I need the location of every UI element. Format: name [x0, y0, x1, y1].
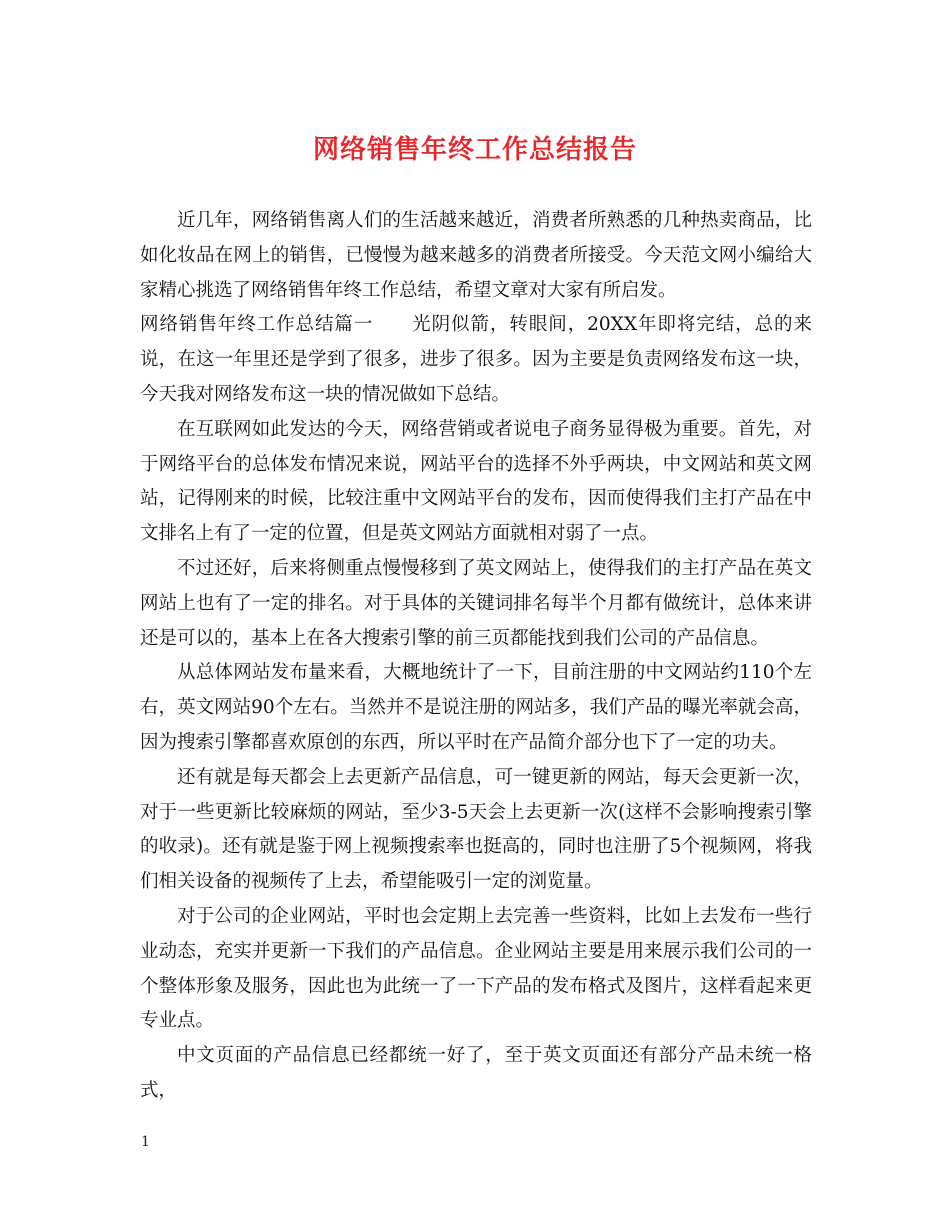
- paragraph-intro: 近几年，网络销售离人们的生活越来越近，消费者所熟悉的几种热卖商品，比如化妆品在网上的销售，已慢慢为越来越多的消费者所接受。今天范文网小编给大家精心挑选了网络销售年终工作总结，希望文章对大家有所启发。: [140, 210, 812, 301]
- document-body: [140, 204, 812, 1109]
- paragraph-daily-updates: 还有就是每天都会上去更新产品信息，可一键更新的网站，每天会更新一次，对于一些更新比较麻烦的网站，至少3-5天会上去更新一次(这样不会影响搜索引擎的收录)。还有就是鉴于网上视频搜索率也挺高的，同时也注册了5个视频网，将我们相关设备的视频传了上去，希望能吸引一定的浏览量。: [140, 766, 812, 893]
- paragraph-english-sites: 不过还好，后来将侧重点慢慢移到了英文网站上，使得我们的主打产品在英文网站上也有了一定的排名。对于具体的关键词排名每半个月都有做统计，总体来讲还是可以的，基本上在各大搜索引擎的前三页都能找到我们公司的产品信息。: [140, 557, 812, 649]
- document-title: 网络销售年终工作总结报告: [312, 135, 637, 165]
- paragraph-section-one: 网络销售年终工作总结篇一 光阴似箭，转眼间，20XX年即将完结，总的来说，在这一年里还是学到了很多，进步了很多。因为主要是负责网络发布这一块，今天我对网络发布这一块的情况做如下总结。: [140, 314, 812, 405]
- paragraph-internet-marketing: 在互联网如此发达的今天，网络营销或者说电子商务显得极为重要。首先，对于网络平台的总体发布情况来说，网站平台的选择不外乎两块，中文网站和英文网站，记得刚来的时候，比较注重中文网站平台的发布，因而使得我们主打产品在中文排名上有了一定的位置，但是英文网站方面就相对弱了一点。: [140, 418, 812, 545]
- paragraph-company-site: 对于公司的企业网站，平时也会定期上去完善一些资料，比如上去发布一些行业动态，充实并更新一下我们的产品信息。企业网站主要是用来展示我们公司的一个整体形象及服务，因此也为此统一了一下产品的发布格式及图片，这样看起来更专业点。: [140, 905, 812, 1032]
- page-number: 1: [141, 1134, 150, 1150]
- paragraph-site-count: 从总体网站发布量来看，大概地统计了一下，目前注册的中文网站约110个左右，英文网站90个左右。当然并不是说注册的网站多，我们产品的曝光率就会高，因为搜索引擎都喜欢原创的东西，所以平时在产品简介部分也下了一定的功夫。: [140, 662, 812, 753]
- paragraph-page-format: 中文页面的产品信息已经都统一好了，至于英文页面还有部分产品未统一格式，: [140, 1045, 812, 1101]
